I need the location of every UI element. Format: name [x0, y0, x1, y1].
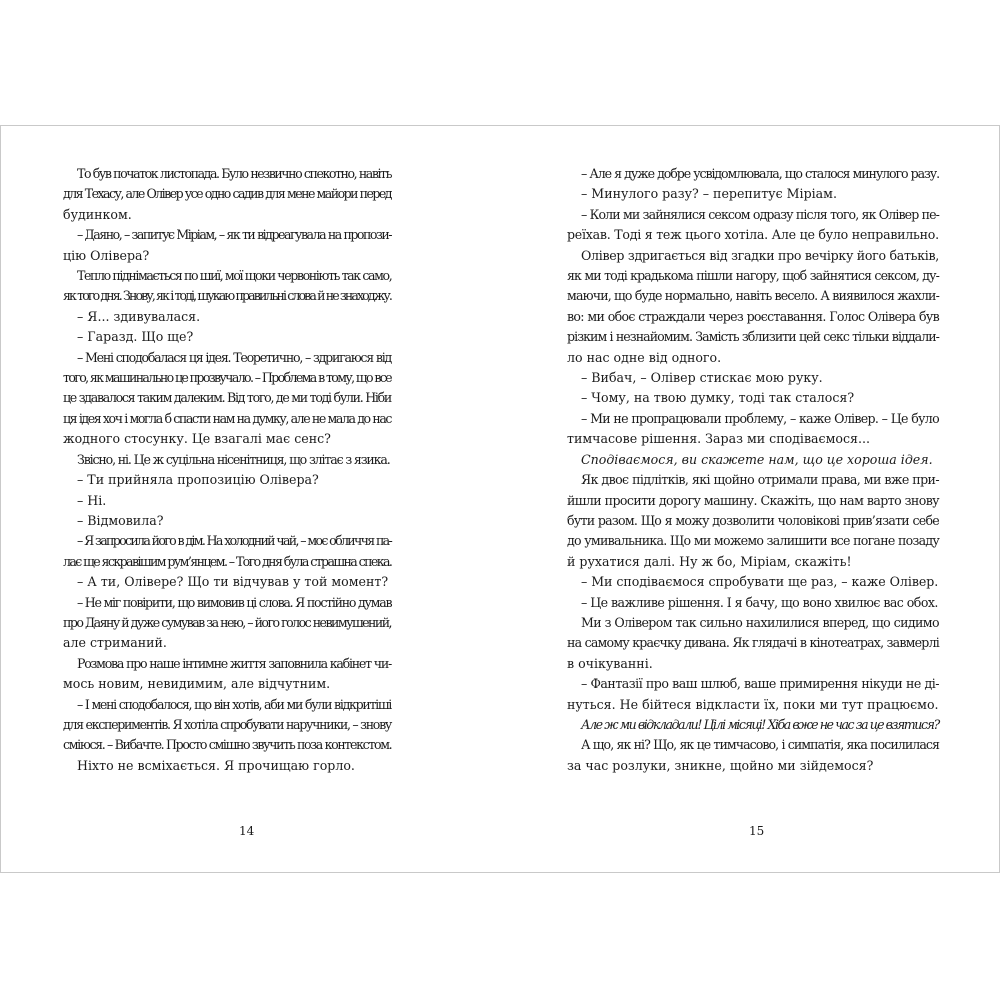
- text-line-italic: Сподіваємося, ви скажете нам, що це хороша ідея.: [581, 451, 933, 467]
- text-line: – Фантазії про ваш шлюб, ваше примирення нікуди не ді-: [581, 676, 939, 692]
- text-line: ло нас одне від одного.: [567, 349, 722, 365]
- text-line: – Але я дуже добре усвідомлювала, що сталося минулого разу.: [581, 166, 939, 181]
- page-number-right: 15: [749, 824, 765, 838]
- text-line: Як двоє підлітків, які щойно отримали права, ми вже при-: [581, 472, 939, 488]
- text-line: Ніхто не всміхається. Я прочищаю горло.: [77, 757, 355, 773]
- text-line-italic: Але ж ми відкладали! Цілі місяці! Хіба вже не час за це взятися?: [581, 716, 939, 732]
- text-line: – Ні.: [77, 492, 107, 508]
- text-line: про Даяну й дуже сумував за нею, – його голос невимушений,: [63, 614, 391, 630]
- text-line: йшли просити дорогу машину. Скажіть, що нам варто знову: [567, 492, 939, 508]
- text-line: – Це важливе рішення. І я бачу, що воно хвилює вас обох.: [581, 594, 938, 610]
- text-line: для Техасу, але Олівер усе одно садив для мене майори перед: [63, 186, 391, 202]
- text-line: як того дня. Знову, як і тоді, шукаю правильні слова й не знаходжу.: [63, 288, 391, 304]
- text-line: тимчасове рішення. Зараз ми сподіваємося...: [567, 431, 871, 447]
- text-line: – Ми сподіваємося спробувати ще раз, – каже Олівер.: [581, 574, 939, 590]
- text-line: – Не міг повірити, що вимовив ці слова. Я постійно думав: [77, 594, 392, 610]
- text-line: того, як машинально це прозвучало. – Проблема в тому, що все: [63, 370, 391, 386]
- text-line: – Коли ми зайнялися сексом одразу після того, як Олівер пе-: [581, 206, 939, 222]
- text-line: – Мені сподобалася ця ідея. Теоретично, – здригаюся від: [77, 349, 391, 365]
- text-line: – Ти прийняла пропозицію Олівера?: [77, 472, 319, 488]
- text-line: Розмова про наше інтимне життя заповнила кабінет чи-: [77, 655, 391, 671]
- text-line: реїхав. Тоді я теж цього хотіла. Але це було неправильно.: [567, 227, 939, 243]
- text-line: То був початок листопада. Було незвично спекотно, навіть: [77, 166, 391, 181]
- text-line: бути разом. Що я можу дозволити чоловікові прив’язати себе: [567, 512, 939, 528]
- text-line: за час розлуки, зникне, щойно ми зійдемося?: [567, 757, 874, 773]
- text-line: різким і незнайомим. Замість зблизити цей секс тільки віддали-: [567, 329, 939, 345]
- text-line: але стриманий.: [63, 635, 167, 651]
- text-line: нуться. Не бійтеся відкласти їх, поки ми тут працюємо.: [567, 696, 939, 712]
- text-line: во: ми обоє страждали через роєставання. Голос Олівера був: [567, 308, 939, 324]
- text-line: будинком.: [63, 206, 132, 222]
- text-line: до умивальника. Що ми можемо залишити все погане позаду: [567, 533, 939, 549]
- text-line: Тепло піднімається по шиї, мої щоки червоніють так само,: [77, 268, 392, 284]
- text-line: – Ми не пропрацювали проблему, – каже Олівер. – Це було: [581, 410, 939, 426]
- text-line: – Даяно, – запитує Міріам, – як ти відреагувала на пропози-: [77, 227, 391, 243]
- text-line: – Гаразд. Що ще?: [77, 329, 194, 345]
- text-line: – Відмовила?: [77, 512, 164, 528]
- text-line: Звісно, ні. Це ж суцільна нісенітниця, що злітає з язика.: [77, 451, 390, 467]
- text-line: мось новим, невидимим, але відчутним.: [63, 676, 331, 692]
- left-page: [63, 164, 391, 776]
- text-line: цію Олівера?: [63, 247, 150, 263]
- text-line: лає ще яскравішим рум’янцем. – Того дня була страшна спека.: [63, 553, 392, 569]
- text-line: – Чому, на твою думку, тоді так сталося?: [581, 390, 855, 406]
- text-line: жодного стосунку. Це взагалі має сенс?: [63, 431, 331, 447]
- page-number-left: 14: [239, 824, 255, 838]
- text-line: на самому краєчку дивана. Як глядачі в кінотеатрах, завмерлі: [567, 635, 939, 651]
- text-line: – Я... здивувалася.: [77, 308, 201, 324]
- text-line: й рухатися далі. Ну ж бо, Міріам, скажіть!: [567, 553, 852, 569]
- text-line: ця ідея хоч і могла б спасти нам на думку, але не мала до нас: [63, 410, 391, 426]
- text-line: для експериментів. Я хотіла спробувати наручники, – знову: [63, 716, 391, 732]
- text-line: це здавалося таким далеким. Від того, де ми тоді були. Ніби: [63, 390, 391, 406]
- text-line: як ми тоді крадькома пішли нагору, щоб зайнятися сексом, ду-: [567, 268, 939, 284]
- text-line: Олівер здригається від згадки про вечірку його батьків,: [581, 247, 939, 263]
- text-line: в очікуванні.: [567, 655, 653, 671]
- text-line: маючи, що буде нормально, навіть весело. А виявилося жахли-: [567, 288, 939, 304]
- text-line: – А ти, Олівере? Що ти відчував у той момент?: [77, 574, 389, 590]
- text-line: – Я запросила його в дім. На холодний чай, – моє обличчя па-: [77, 533, 391, 549]
- text-line: А що, як ні? Що, як це тимчасово, і симпатія, яка посилилася: [581, 737, 939, 753]
- text-line: – І мені сподобалося, що він хотів, аби ми були відкритіші: [77, 696, 391, 712]
- text-line: – Минулого разу? – перепитує Міріам.: [581, 186, 837, 202]
- book-spread: [0, 125, 1000, 873]
- text-line: сміюся. – Вибачте. Просто смішно звучить поза контекстом.: [63, 737, 392, 753]
- text-line: Ми з Олівером так сильно нахилилися вперед, що сидимо: [581, 614, 939, 630]
- text-line: – Вибач, – Олівер стискає мою руку.: [581, 370, 823, 386]
- right-page: [567, 164, 939, 776]
